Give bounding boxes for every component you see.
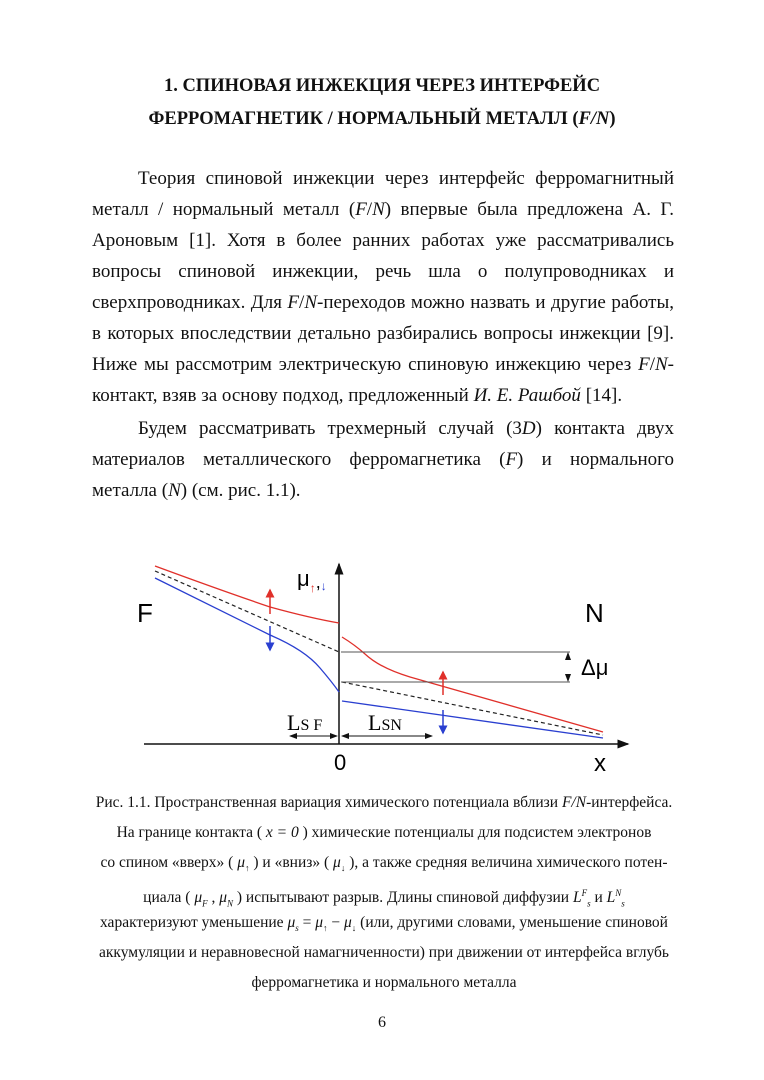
- caption-line: ферромагнетика и нормального металла: [251, 974, 517, 991]
- label-N: N: [585, 598, 604, 628]
- paragraph-1: Теория спиновой инжекции через интерфейс ферромагнитный металл / нормальный металл (F/N) впервые была предложена А. Г. Ароновым [1]. Хотя в более ранних работах уже рассматривались вопросы спиновой инжекции, речь шла о полупроводниках и сверхпроводниках. Для F/N-переходов можно назвать и другие работы, в которых впоследствии детально разбирались вопросы инжекции [9]. Ниже мы рассмотрим электрическую спиновую инжекцию через F/N-контакт, взяв за основу подход, предложенный И. Е. Рашбой [14].: [92, 168, 674, 406]
- axis-x-label: x: [594, 750, 606, 777]
- body-text: [92, 163, 674, 506]
- origin-label: 0: [334, 750, 347, 775]
- paragraph-2: Будем рассматривать трехмерный случай (3D) контакта двух материалов металлического ферромагнетика (F) и нормального металла (N) (см. рис. 1.1).: [92, 418, 675, 501]
- lsn-label: LSN: [368, 710, 402, 735]
- figure-chemical-potential: [130, 550, 640, 790]
- axis-y-label: $\mu_↑,↓$: [297, 566, 327, 595]
- title-line-1: 1. СПИНОВАЯ ИНЖЕКЦИЯ ЧЕРЕЗ ИНТЕРФЕЙС: [163, 76, 601, 96]
- caption-line: На границе контакта ( x = 0 ) химические потенциалы для подсистем электронов: [116, 824, 652, 841]
- caption-line: аккумуляции и неравновесной намагниченности) при движении от интерфейса вглубь: [99, 944, 669, 961]
- mu-down-ferromagnet: [155, 578, 339, 692]
- title-italic: F/N: [578, 109, 610, 129]
- lsf-label: LS F: [287, 710, 323, 735]
- caption-line: характеризуют уменьшение $\mu_s = \mu_↑ - \mu_↓$ (или, другими словами, уменьшение спиновой: [100, 914, 668, 934]
- delta-mu-label: Δμ: [581, 655, 609, 680]
- title-text: ): [609, 109, 616, 129]
- caption-line: Рис. 1.1. Пространственная вариация химического потенциала вблизи F/N-интерфейса.: [95, 794, 673, 811]
- page-number: 6: [378, 1014, 386, 1031]
- caption-line: со спином «вверх» ( $\mu_↑$ ) и «вниз» ( $\mu_↓$ ), а также средняя величина химического потен-: [100, 854, 668, 874]
- title-line-2: [0, 103, 764, 136]
- label-F: F: [137, 598, 153, 628]
- caption-line: циала ( $\mu_F$ , $\mu_N$ ) испытывают разрыв. Длины спиновой диффузии $L^F_s$ и $L^N_s$: [143, 888, 625, 909]
- section-title: [0, 70, 764, 136]
- figure-caption: [88, 790, 680, 1000]
- title-text: ФЕРРОМАГНЕТИК / НОРМАЛЬНЫЙ МЕТАЛЛ (: [148, 109, 579, 129]
